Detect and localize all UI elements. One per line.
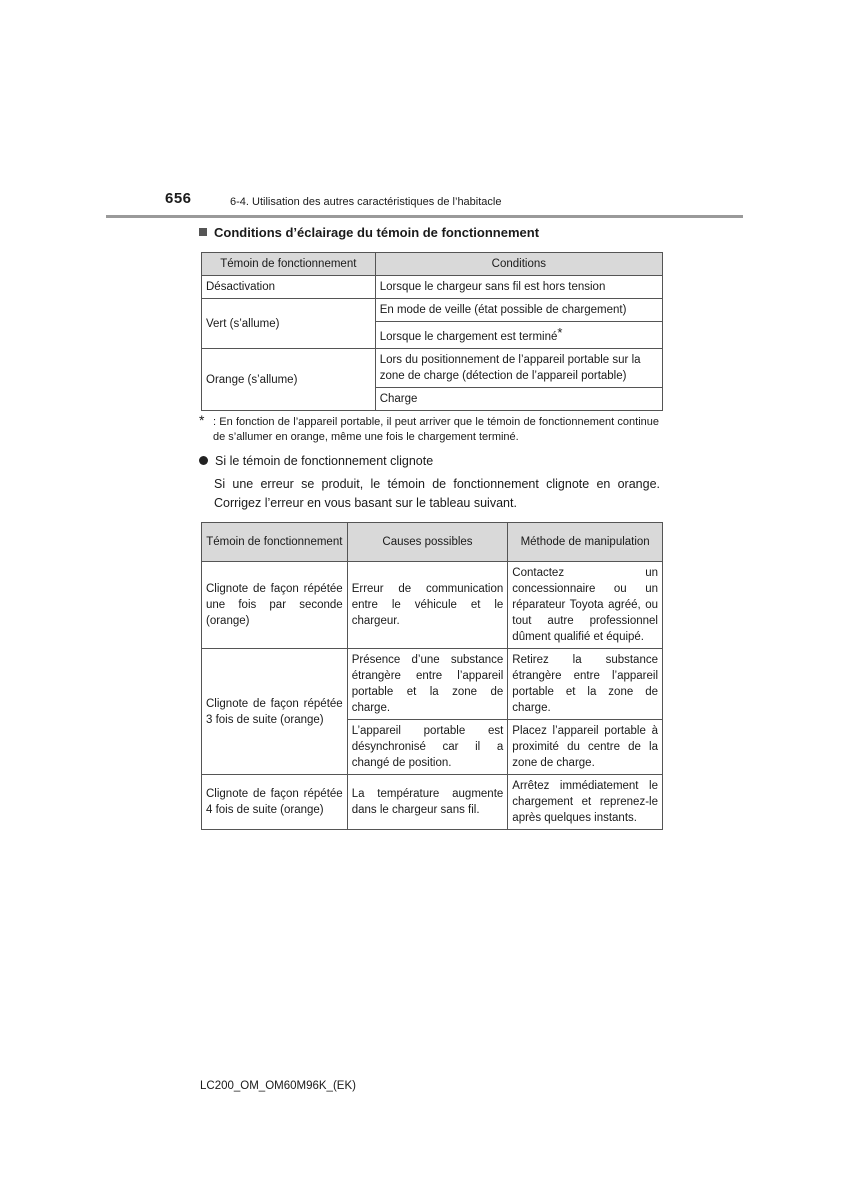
cell-r3-indicator: Clignote de façon répétée 4 fois de suite (orange) [202, 775, 348, 830]
table-header-row [202, 253, 663, 276]
header-method: Méthode de manipulation [508, 523, 663, 562]
cell-r1-indicator: Clignote de façon répétée une fois par seconde (orange) [202, 562, 348, 649]
blinking-indicator-table [201, 522, 663, 830]
table-row [202, 649, 663, 720]
header-causes: Causes possibles [347, 523, 508, 562]
footer-document-code: LC200_OM_OM60M96K_(EK) [200, 1080, 356, 1092]
cell-r2-cause-2: L’appareil portable est désynchronisé car il a changé de position. [347, 720, 508, 775]
cell-orange-condition-2: Charge [375, 388, 662, 411]
table-header-row [202, 523, 663, 562]
cell-r1-action: Contactez un concessionnaire ou un réparateur Toyota agréé, ou tout autre professionnel dûment qualifié et équipé. [508, 562, 663, 649]
table-row [202, 276, 663, 299]
page-number: 656 [165, 190, 192, 207]
footnote-text: : En fonction de l’appareil portable, il peut arriver que le témoin de fonctionnement continue de s’allumer en orange, même une fois le chargement terminé. [213, 416, 659, 443]
condition-text: Lorsque le chargement est terminé [379, 331, 558, 343]
cell-r2-action-1: Retirez la substance étrangère entre l’appareil portable et la zone de charge. [508, 649, 663, 720]
lighting-conditions-table [201, 252, 663, 411]
cell-green-condition-2 [375, 322, 662, 349]
bullet-heading [199, 454, 433, 468]
cell-orange-label: Orange (s’allume) [202, 349, 376, 411]
cell-r1-cause: Erreur de communication entre le véhicule et le chargeur. [347, 562, 508, 649]
heading-text: Conditions d’éclairage du témoin de fonctionnement [214, 225, 540, 240]
footnote-mark: * [199, 412, 205, 428]
cell-off-condition: Lorsque le chargeur sans fil est hors tension [375, 276, 662, 299]
table-row [202, 562, 663, 649]
bullet-body: Si une erreur se produit, le témoin de fonctionnement clignote en orange. Corrigez l’erreur en vous basant sur le tableau suivant. [214, 477, 660, 510]
cell-orange-condition-1: Lors du positionnement de l’appareil portable sur la zone de charge (détection de l’appareil portable) [375, 349, 662, 388]
section-title: 6-4. Utilisation des autres caractéristiques de l’habitacle [230, 196, 502, 208]
header-rule [106, 215, 743, 218]
cell-green-label: Vert (s’allume) [202, 299, 376, 349]
cell-r2-action-2: Placez l’appareil portable à proximité du centre de la zone de charge. [508, 720, 663, 775]
cell-r2-indicator: Clignote de façon répétée 3 fois de suite (orange) [202, 649, 348, 775]
cell-r3-action: Arrêtez immédiatement le chargement et reprenez-le après quelques instants. [508, 775, 663, 830]
section-heading [199, 225, 539, 240]
footnote [199, 412, 659, 445]
header-indicator: Témoin de fonctionnement [202, 253, 376, 276]
table-row [202, 775, 663, 830]
header-indicator: Témoin de fonctionnement [202, 523, 348, 562]
cell-r3-cause: La température augmente dans le chargeur sans fil. [347, 775, 508, 830]
table-row [202, 349, 663, 388]
header-conditions: Conditions [375, 253, 662, 276]
footnote-reference: * [557, 325, 563, 340]
cell-off-label: Désactivation [202, 276, 376, 299]
round-bullet-icon [199, 456, 208, 465]
table-row [202, 299, 663, 322]
cell-r2-cause-1: Présence d’une substance étrangère entre l’appareil portable et la zone de charge. [347, 649, 508, 720]
square-bullet-icon [199, 228, 207, 236]
bullet-title: Si le témoin de fonctionnement clignote [215, 454, 434, 468]
cell-green-condition-1: En mode de veille (état possible de chargement) [375, 299, 662, 322]
